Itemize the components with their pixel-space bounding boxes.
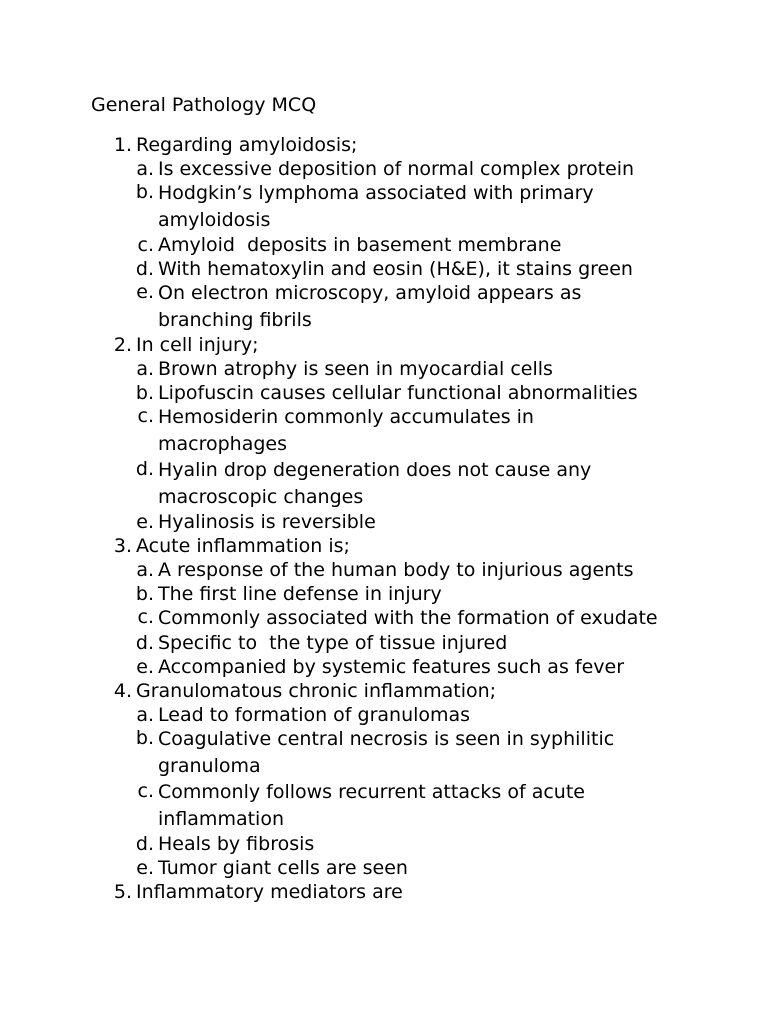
option-letter: d. bbox=[135, 258, 154, 280]
option-item bbox=[91, 381, 731, 405]
question-stem: Acute inflammation is; bbox=[136, 535, 350, 557]
option-letter: a. bbox=[136, 704, 154, 726]
option-letter: a. bbox=[136, 158, 154, 180]
question-list bbox=[91, 133, 731, 904]
option-text: Accompanied by systemic features such as fever bbox=[158, 656, 625, 678]
question-stem-line bbox=[91, 534, 731, 558]
option-letter: e. bbox=[136, 656, 154, 678]
option-item bbox=[91, 233, 731, 257]
option-letter: c. bbox=[137, 780, 154, 802]
question-stem-line bbox=[91, 880, 731, 904]
option-item bbox=[91, 631, 731, 655]
option-letter: a. bbox=[136, 559, 154, 581]
option-letter: b. bbox=[135, 583, 154, 605]
question-item bbox=[91, 880, 731, 904]
option-text: Lead to formation of granulomas bbox=[158, 704, 471, 726]
question-stem-line bbox=[91, 133, 731, 157]
question-item bbox=[91, 679, 731, 880]
option-text: On electron microscopy, amyloid appears as branching fibrils bbox=[158, 282, 582, 331]
option-item bbox=[91, 357, 731, 381]
option-text: The first line defense in injury bbox=[158, 583, 442, 605]
question-number: 5. bbox=[113, 881, 132, 903]
option-letter: b. bbox=[135, 181, 154, 203]
option-letter: c. bbox=[137, 405, 154, 427]
question-stem-line bbox=[91, 679, 731, 703]
option-list bbox=[91, 357, 731, 534]
option-item bbox=[91, 655, 731, 679]
question-number: 3. bbox=[113, 535, 132, 557]
option-text: Hyalin drop degeneration does not cause any macroscopic changes bbox=[158, 459, 592, 508]
option-item bbox=[91, 157, 731, 181]
option-letter: e. bbox=[136, 511, 154, 533]
option-item bbox=[91, 180, 648, 234]
option-list bbox=[91, 558, 731, 679]
option-letter: c. bbox=[137, 234, 154, 256]
question-stem: In cell injury; bbox=[136, 334, 259, 356]
option-item bbox=[91, 726, 718, 780]
option-list bbox=[91, 703, 731, 880]
question-stem: Inflammatory mediators are bbox=[136, 881, 403, 903]
option-item bbox=[91, 605, 678, 632]
question-stem: Regarding amyloidosis; bbox=[136, 134, 358, 156]
option-item bbox=[91, 257, 731, 281]
option-letter: b. bbox=[135, 727, 154, 749]
option-letter: d. bbox=[135, 833, 154, 855]
option-text: Brown atrophy is seen in myocardial cells bbox=[158, 358, 553, 380]
option-letter: d. bbox=[135, 632, 154, 654]
option-text: Coagulative central necrosis is seen in syphilitic granuloma bbox=[158, 728, 615, 777]
question-stem: Granulomatous chronic inflammation; bbox=[136, 680, 497, 702]
question-number: 1. bbox=[113, 134, 132, 156]
question-stem-line bbox=[91, 333, 731, 357]
question-item bbox=[91, 133, 731, 334]
question-number: 4. bbox=[113, 680, 132, 702]
option-letter: a. bbox=[136, 358, 154, 380]
option-text: Hodgkin’s lymphoma associated with primary amyloidosis bbox=[158, 182, 594, 231]
option-text: Heals by fibrosis bbox=[158, 833, 315, 855]
option-text: Amyloid deposits in basement membrane bbox=[158, 234, 562, 256]
option-text: Hemosiderin commonly accumulates in macrophages bbox=[158, 406, 534, 455]
option-item bbox=[91, 280, 648, 334]
question-item bbox=[91, 534, 731, 679]
question-item bbox=[91, 333, 731, 534]
option-text: Tumor giant cells are seen bbox=[158, 857, 408, 879]
option-text: Commonly follows recurrent attacks of acute inflammation bbox=[158, 781, 585, 830]
option-text: A response of the human body to injurious agents bbox=[158, 559, 634, 581]
option-item bbox=[91, 510, 731, 534]
option-item bbox=[91, 703, 731, 727]
option-letter: b. bbox=[135, 382, 154, 404]
option-text: Hyalinosis is reversible bbox=[158, 511, 376, 533]
option-text: Is excessive deposition of normal complex protein bbox=[158, 158, 635, 180]
option-item bbox=[91, 457, 693, 511]
option-list bbox=[91, 157, 731, 334]
option-text: Lipofuscin causes cellular functional abnormalities bbox=[158, 382, 638, 404]
option-item bbox=[91, 856, 731, 880]
option-letter: d. bbox=[135, 458, 154, 480]
option-item bbox=[91, 779, 688, 833]
option-text: With hematoxylin and eosin (H&E), it stains green bbox=[158, 258, 633, 280]
page-title: General Pathology MCQ bbox=[91, 94, 317, 116]
option-item bbox=[91, 558, 731, 582]
question-number: 2. bbox=[113, 334, 132, 356]
option-text: Commonly associated with the formation of exudate bbox=[158, 607, 658, 629]
option-item bbox=[91, 582, 731, 606]
option-item bbox=[91, 404, 598, 458]
option-item bbox=[91, 832, 731, 856]
option-letter: e. bbox=[136, 857, 154, 879]
option-letter: c. bbox=[137, 606, 154, 628]
option-text: Specific to the type of tissue injured bbox=[158, 632, 508, 654]
option-letter: e. bbox=[136, 281, 154, 303]
